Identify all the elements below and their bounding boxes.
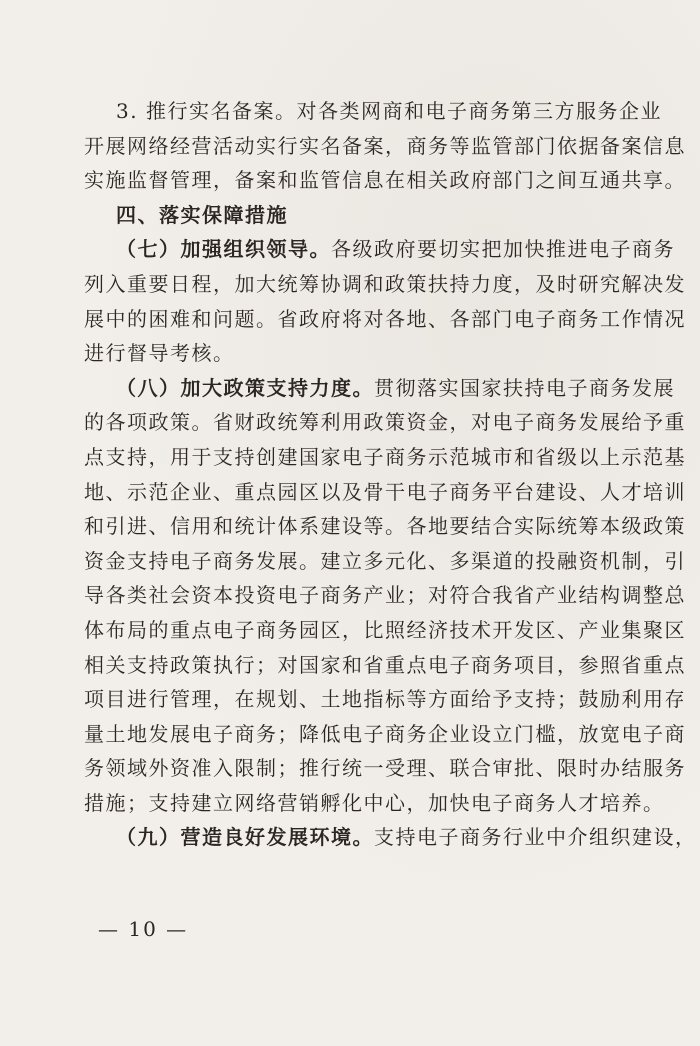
paragraph-first-line (84, 232, 675, 267)
paragraph-text: 各级政府要切实把加快推进电子商务 (331, 237, 675, 262)
text-line: 的各项政策。省财政统筹利用政策资金，对电子商务发展给予重 (84, 410, 686, 435)
text-line: 措施；支持建立网络营销孵化中心，加快电子商务人才培养。 (84, 790, 665, 815)
text-line: 资金支持电子商务发展。建立多元化、多渠道的投融资机制，引 (84, 548, 686, 573)
text-line: 实施监督管理，备案和监管信息在相关政府部门之间互通共享。 (84, 168, 686, 193)
text-line: 展中的困难和问题。省政府将对各地、各部门电子商务工作情况 (84, 306, 686, 331)
body-text (84, 94, 697, 855)
text-line: 相关支持政策执行；对国家和省重点电子商务项目，参照省重点 (84, 652, 686, 677)
paragraph-text: 贯彻落实国家扶持电子商务发展 (374, 375, 675, 400)
text-line: 导各类社会资本投资电子商务产业；对符合我省产业结构调整总 (84, 583, 686, 608)
text-line: 和引进、信用和统计体系建设等。各地要结合实际统筹本级政策 (84, 514, 686, 539)
text-line: 3. 推行实名备案。对各类网商和电子商务第三方服务企业 (116, 99, 662, 123)
paragraph-lead: （七）加强组织领导。 (116, 237, 331, 262)
paragraph-first-line (84, 820, 697, 855)
paragraph-lead: （九）营造良好发展环境。 (116, 825, 374, 850)
paragraph-first-line (84, 371, 675, 406)
paragraph-lead: （八）加大政策支持力度。 (116, 375, 374, 400)
text-line: 进行督导考核。 (84, 341, 235, 366)
text-line: 列入重要日程，加大统筹协调和政策扶持力度，及时研究解决发 (84, 271, 686, 296)
text-line: 体布局的重点电子商务园区，比照经济技术开发区、产业集聚区 (84, 617, 686, 642)
paragraph-text: 支持电子商务行业中介组织建设， (374, 825, 697, 850)
text-line: 点支持，用于支持创建国家电子商务示范城市和省级以上示范基 (84, 444, 686, 469)
text-line: 量土地发展电子商务；降低电子商务企业设立门槛，放宽电子商 (84, 721, 686, 746)
text-line: 开展网络经营活动实行实名备案，商务等监管部门依据备案信息 (84, 133, 686, 158)
text-line: 务领域外资准入限制；推行统一受理、联合审批、限时办结服务 (84, 756, 686, 781)
text-line: 地、示范企业、重点园区以及骨干电子商务平台建设、人才培训 (84, 479, 686, 504)
text-line: 项目进行管理，在规划、土地指标等方面给予支持；鼓励利用存 (84, 687, 686, 712)
section-heading: 四、落实保障措施 (116, 202, 288, 227)
page-number: — 10 — (98, 917, 189, 941)
